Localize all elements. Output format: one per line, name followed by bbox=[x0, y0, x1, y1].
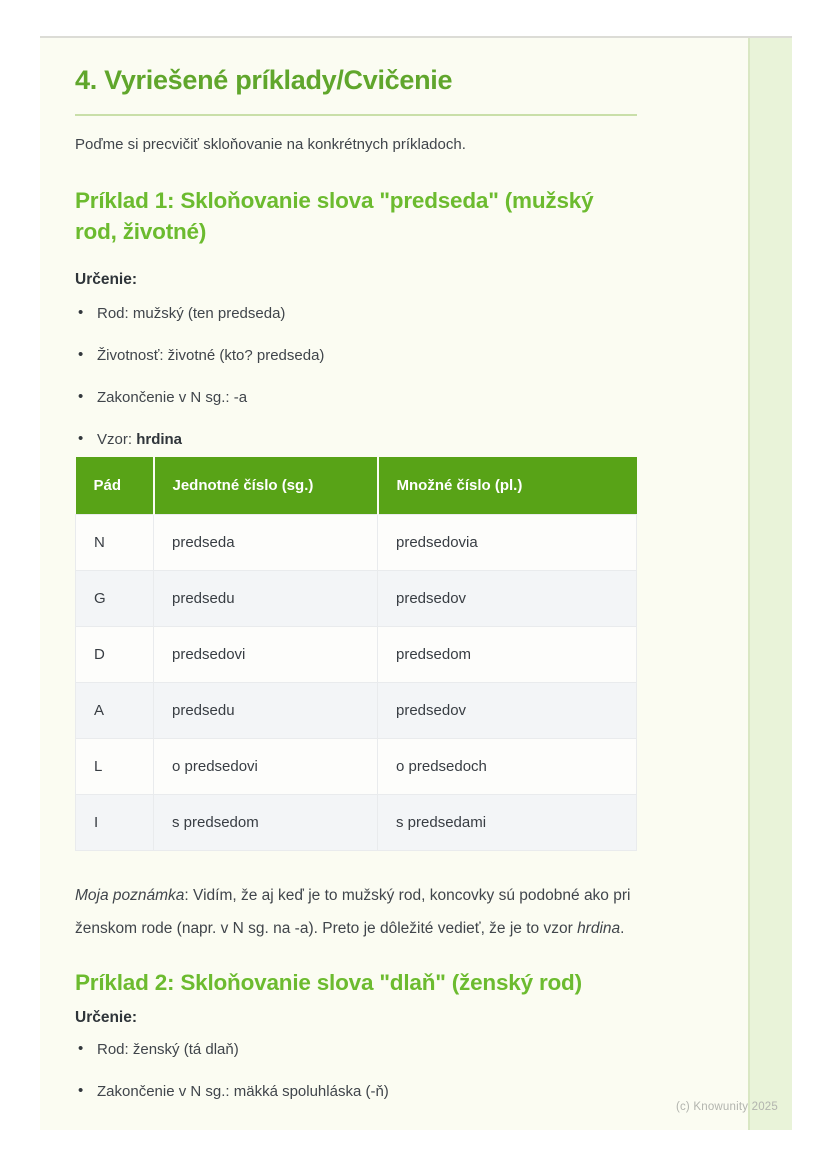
table-cell: N bbox=[76, 515, 154, 571]
table-cell: predsedu bbox=[154, 571, 378, 627]
table-cell: predseda bbox=[154, 515, 378, 571]
example1-heading: Príklad 1: Skloňovanie slova "predseda" (mužský rod, životné) bbox=[75, 188, 594, 244]
list-item bbox=[75, 345, 637, 366]
list-item-text: Rod: ženský (tá dlaň) bbox=[97, 1041, 239, 1058]
list-item bbox=[75, 429, 637, 450]
table-header-row bbox=[76, 457, 637, 515]
note-lead-italic: Moja poznámka bbox=[75, 887, 185, 904]
table-row bbox=[76, 739, 637, 795]
list-item-bold-word: hrdina bbox=[136, 431, 183, 448]
example2-heading: Príklad 2: Skloňovanie slova "dlaň" (ženský rod) bbox=[75, 970, 582, 995]
page-title: 4. Vyriešené príklady/Cvičenie bbox=[75, 62, 637, 116]
table-cell: s predsedami bbox=[378, 795, 637, 851]
list-item bbox=[75, 303, 637, 324]
list-item-text: Zakončenie v N sg.: mäkká spoluhláska (-ň) bbox=[97, 1083, 389, 1100]
table-row bbox=[76, 683, 637, 739]
copyright-watermark: (c) Knowunity 2025 bbox=[675, 1101, 778, 1113]
declension-table bbox=[75, 457, 637, 851]
table-header-cell: Jednotné číslo (sg.) bbox=[154, 457, 378, 515]
bullet-icon: • bbox=[78, 346, 84, 363]
bullet-icon: • bbox=[78, 1082, 84, 1099]
table-cell: predsedovia bbox=[378, 515, 637, 571]
table-row bbox=[76, 515, 637, 571]
table-row bbox=[76, 571, 637, 627]
list-item bbox=[75, 1081, 637, 1102]
table-header-cell: Pád bbox=[76, 457, 154, 515]
list-item-text: Vzor: bbox=[97, 431, 137, 448]
page-content bbox=[75, 38, 637, 1102]
table-cell: s predsedom bbox=[154, 795, 378, 851]
note-body: : Vidím, že aj keď je to mužský rod, koncovky sú podobné ako pri ženskom rode (napr. v N sg. na -a). Preto je dôležité vedieť, že je to vzor bbox=[75, 887, 631, 937]
example2-determination-label: Určenie: bbox=[75, 1009, 138, 1026]
bullet-icon: • bbox=[78, 1040, 84, 1057]
table-cell: o predsedoch bbox=[378, 739, 637, 795]
table-cell: A bbox=[76, 683, 154, 739]
list-item-text: Rod: mužský (ten predseda) bbox=[97, 305, 286, 322]
bullet-icon: • bbox=[78, 430, 84, 447]
example1-bullet-list bbox=[75, 303, 637, 450]
table-header-cell: Množné číslo (pl.) bbox=[378, 457, 637, 515]
table-cell: predsedovi bbox=[154, 627, 378, 683]
bullet-icon: • bbox=[78, 388, 84, 405]
document-page bbox=[40, 36, 792, 1130]
table-cell: predsedov bbox=[378, 571, 637, 627]
table-cell: L bbox=[76, 739, 154, 795]
list-item bbox=[75, 1039, 637, 1060]
table-cell: o predsedovi bbox=[154, 739, 378, 795]
note-period: . bbox=[620, 920, 625, 937]
list-item-text: Zakončenie v N sg.: -a bbox=[97, 389, 248, 406]
table-cell: predsedov bbox=[378, 683, 637, 739]
list-item-text: Životnosť: životné (kto? predseda) bbox=[97, 347, 325, 364]
table-cell: I bbox=[76, 795, 154, 851]
table-cell: predsedom bbox=[378, 627, 637, 683]
personal-note bbox=[75, 879, 637, 945]
list-item bbox=[75, 387, 637, 408]
table-cell: G bbox=[76, 571, 154, 627]
bullet-icon: • bbox=[78, 304, 84, 321]
page-side-strip bbox=[748, 38, 792, 1130]
table-row bbox=[76, 795, 637, 851]
table-cell: D bbox=[76, 627, 154, 683]
example1-determination-label: Určenie: bbox=[75, 271, 138, 288]
example2-bullet-list bbox=[75, 1039, 637, 1102]
note-tail-italic: hrdina bbox=[577, 920, 621, 937]
table-row bbox=[76, 627, 637, 683]
table-cell: predsedu bbox=[154, 683, 378, 739]
intro-paragraph: Poďme si precvičiť skloňovanie na konkrétnych príkladoch. bbox=[75, 136, 466, 153]
